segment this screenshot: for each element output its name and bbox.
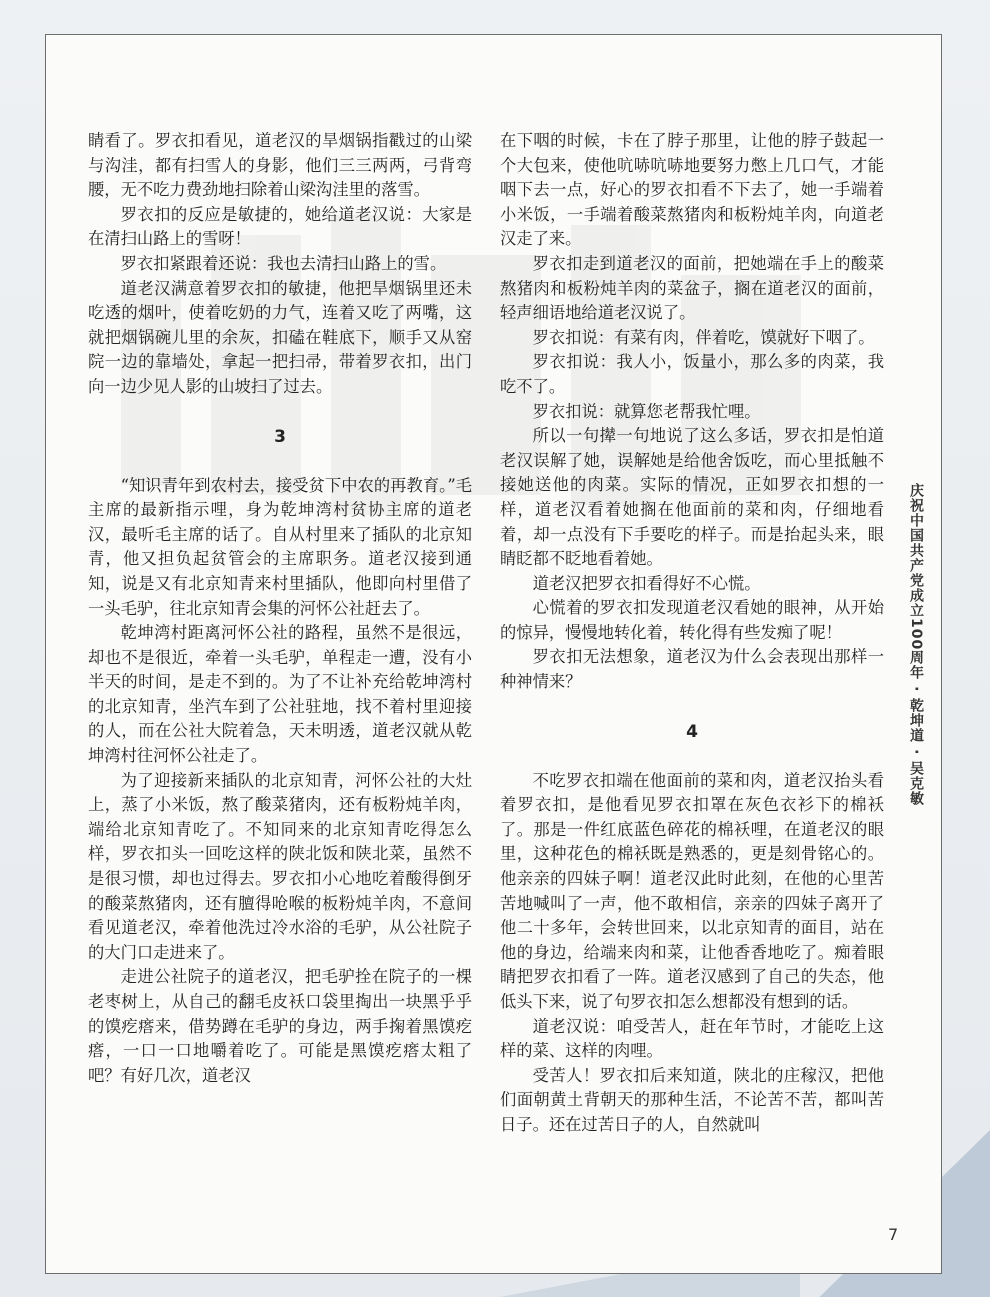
paragraph: 乾坤湾村距离河怀公社的路程，虽然不是很远，却也不是很近，牵着一头毛驴，单程走一遭，没有小半天的时间，是走不到的。为了不让补充给乾坤湾村的北京知青，坐汽车到了公社驻地，找不着村里迎接的人，而在公社大院着急，天未明透，道老汉就从乾坤湾村往河怀公社走了。 — [88, 623, 472, 766]
paragraph: 不吃罗衣扣端在他面前的菜和肉，道老汉抬头看着罗衣扣，是他看见罗衣扣罩在灰色衣衫下的棉袄了。那是一件红底蓝色碎花的棉袄哩，在道老汉的眼里，这种花色的棉袄既是熟悉的，更是刻骨铭心的。他亲亲的四妹子啊！道老汉此时此刻，在他的心里苦苦地喊叫了一声，他不敢相信，亲亲的四妹子离开了他二十多年，会转世回来，以北京知青的面目，站在他的身边，给端来肉和菜，让他香香地吃了。痴着眼睛把罗衣扣看了一阵。道老汉感到了自己的失态，他低头下来，说了句罗衣扣怎么想都没有想到的话。 — [500, 770, 884, 1011]
section-heading: 3 — [274, 426, 286, 447]
paragraph: 道老汉说：咱受苦人，赶在年节时，才能吃上这样的菜、这样的肉哩。 — [500, 1016, 884, 1061]
paragraph: 罗衣扣无法想象，道老汉为什么会表现出那样一种神情来？ — [500, 647, 884, 692]
paragraph: 罗衣扣紧跟着还说：我也去清扫山路上的雪。 — [120, 253, 447, 273]
right-column — [500, 129, 884, 1138]
paragraph: 在下咽的时候，卡在了脖子那里，让他的脖子鼓起一个大包来，使他吭哧吭哧地要努力憋上几口气，才能咽下去一点，好心的罗衣扣看不下去了，她一手端着小米饭，一手端着酸菜熬猪肉和板粉炖羊肉，向道老汉走了来。 — [500, 131, 884, 249]
paragraph: 罗衣扣说：我人小，饭量小，那么多的肉菜，我吃不了。 — [500, 352, 884, 396]
paragraph: 所以一句撵一句地说了这么多话，罗衣扣是怕道老汉误解了她，误解她是给他舍饭吃，而心里抵触不接她送他的肉菜。实际的情况，正如罗衣扣想的一样，道老汉看着她搁在他面前的菜和肉，仔细地看着，却一点没有下手要吃的样子。而是抬起头来，眼睛眨都不眨地看着她。 — [500, 426, 884, 569]
paragraph: 受苦人！罗衣扣后来知道，陕北的庄稼汉，把他们面朝黄土背朝天的那种生活，不论苦不苦，都叫苦日子。还在过苦日子的人，自然就叫 — [500, 1065, 884, 1134]
document-page — [45, 34, 942, 1274]
page-number: 7 — [888, 1225, 899, 1244]
paragraph: 心慌着的罗衣扣发现道老汉看她的眼神，从开始的惊异，慢慢地转化着，转化得有些发痴了呢！ — [500, 598, 884, 642]
side-running-title: 庆祝中国共产党成立100周年 · 乾坤道 · 吴克敏 — [908, 483, 924, 807]
paragraph: 为了迎接新来插队的北京知青，河怀公社的大灶上，蒸了小米饭，熬了酸菜猪肉，还有板粉炖羊肉，端给北京知青吃了。不知同来的北京知青吃得怎么样，罗衣扣头一回吃这样的陕北饭和陕北菜，虽然不是很习惯，却也过得去。罗衣扣小心地吃着酸得倒牙的酸菜熬猪肉，还有膻得呛喉的板粉炖羊肉，不意间看见道老汉，牵着他洗过冷水浴的毛驴，从公社院子的大门口走进来了。 — [88, 770, 472, 962]
paragraph: 罗衣扣说：有菜有肉，伴着吃，馍就好下咽了。 — [532, 327, 875, 347]
paragraph: 道老汉把罗衣扣看得好不心慌。 — [532, 573, 761, 593]
paragraph: 道老汉满意着罗衣扣的敏捷，他把旱烟锅里还未吃透的烟叶，使着吃奶的力气，连着又吃了两嘴，这就把烟锅碗儿里的余灰，扣磕在鞋底下，顺手又从窑院一边的靠墙处，拿起一把扫帚，带着罗衣扣，出门向一边少见人影的山坡扫了过去。 — [88, 278, 472, 396]
left-column — [88, 129, 472, 1088]
paragraph: 走进公社院子的道老汉，把毛驴拴在院子的一棵老枣树上，从自己的翻毛皮袄口袋里掏出一块黑乎乎的馍疙瘩来，借势蹲在毛驴的身边，两手掬着黑馍疙瘩，一口一口地嚼着吃了。可能是黑馍疙瘩太粗了吧？有好几次，道老汉 — [88, 967, 472, 1085]
paragraph: 罗衣扣说：就算您老帮我忙哩。 — [532, 401, 761, 421]
paragraph: “知识青年到农村去，接受贫下中农的再教育。”毛主席的最新指示哩，身为乾坤湾村贫协主席的道老汉，最听毛主席的话了。自从村里来了插队的北京知青，他又担负起贫管会的主席职务。道老汉接到通知，说是又有北京知青来村里插队，他即向村里借了一头毛驴，往北京知青会集的河怀公社赶去了。 — [88, 475, 472, 618]
section-heading: 4 — [686, 721, 698, 742]
paragraph: 罗衣扣走到道老汉的面前，把她端在手上的酸菜熬猪肉和板粉炖羊肉的菜盆子，搁在道老汉的面前，轻声细语地给道老汉说了。 — [500, 253, 884, 323]
paragraph: 睛看了。罗衣扣看见，道老汉的旱烟锅指戳过的山梁与沟洼，都有扫雪人的身影，他们三三两两，弓背弯腰，无不吃力费劲地扫除着山梁沟洼里的落雪。 — [88, 131, 472, 200]
paragraph: 罗衣扣的反应是敏捷的，她给道老汉说：大家是在清扫山路上的雪呀！ — [88, 204, 472, 249]
